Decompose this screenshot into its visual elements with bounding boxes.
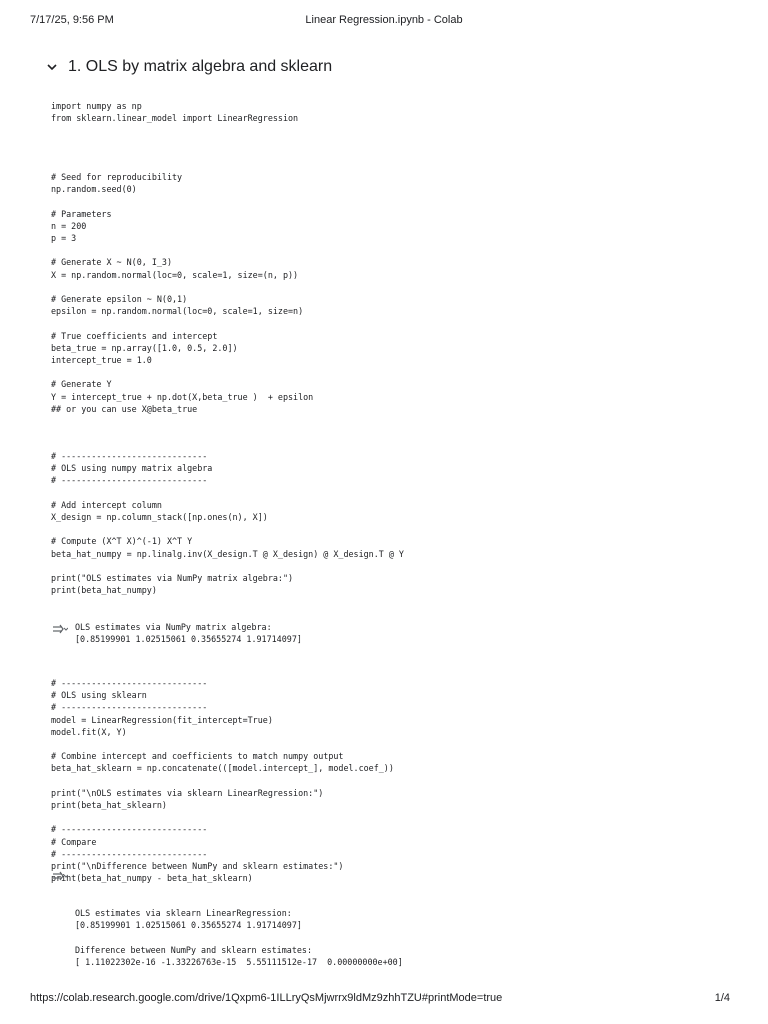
chevron-down-icon[interactable]: [46, 61, 58, 73]
output-toggle-icon[interactable]: [52, 622, 68, 634]
output-sklearn: OLS estimates via sklearn LinearRegression: [0.85199901 1.02515061 0.35655274 1.91714097] Difference between NumPy and sklearn estimates: [ 1.11022302e-16 -1.33226763e-15 5.55111512e-17 0.00000000e+00]: [75, 908, 403, 968]
print-page-title: Linear Regression.ipynb - Colab: [305, 14, 463, 26]
output-numpy: OLS estimates via NumPy matrix algebra: [0.85199901 1.02515061 0.35655274 1.91714097]: [75, 622, 302, 645]
print-footer: [30, 992, 738, 1006]
code-cell-sklearn-ols[interactable]: # ----------------------------- # OLS using sklearn # ----------------------------- model = LinearRegression(fit_intercept=True) model.fit(X, Y) # Combine intercept and coefficients to match numpy output beta_hat_sklearn = np.concatenate(([model.intercept_], model.coef_)) print("\nOLS estimates via sklearn LinearRegression:") print(beta_hat_sklearn) # ----------------------------- # Compare # ----------------------------- print("\nDifference between NumPy and sklearn estimates:") print(beta_hat_numpy - beta_hat_sklearn): [51, 678, 394, 884]
print-header: [30, 14, 738, 30]
output-toggle-icon[interactable]: [52, 869, 68, 881]
page-number: 1/4: [714, 992, 730, 1004]
code-cell-data-generation[interactable]: # Seed for reproducibility np.random.seed(0) # Parameters n = 200 p = 3 # Generate X ~ N(0, I_3) X = np.random.normal(loc=0, scale=1, size=(n, p)) # Generate epsilon ~ N(0,1) epsilon = np.random.normal(loc=0, scale=1, size=n) # True coefficients and intercept beta_true = np.array([1.0, 0.5, 2.0]) intercept_true = 1.0 # Generate Y Y = intercept_true + np.dot(X,beta_true ) + epsilon ## or you can use X@beta_true: [51, 172, 314, 414]
print-datetime: 7/17/25, 9:56 PM: [30, 14, 114, 26]
section-title: 1. OLS by matrix algebra and sklearn: [68, 58, 333, 75]
code-cell-numpy-ols[interactable]: # ----------------------------- # OLS using numpy matrix algebra # ----------------------------- # Add intercept column X_design = np.column_stack([np.ones(n), X]) # Compute (X^T X)^(-1) X^T Y beta_hat_numpy = np.linalg.inv(X_design.T @ X_design) @ X_design.T @ Y print("OLS estimates via NumPy matrix algebra:") print(beta_hat_numpy): [51, 451, 404, 596]
section-heading: [46, 56, 332, 78]
code-cell-imports[interactable]: import numpy as np from sklearn.linear_model import LinearRegression: [51, 101, 299, 124]
print-url: https://colab.research.google.com/drive/1Qxpm6-1ILLryQsMjwrrx9ldMz9zhhTZU#printMode=true: [30, 992, 503, 1004]
